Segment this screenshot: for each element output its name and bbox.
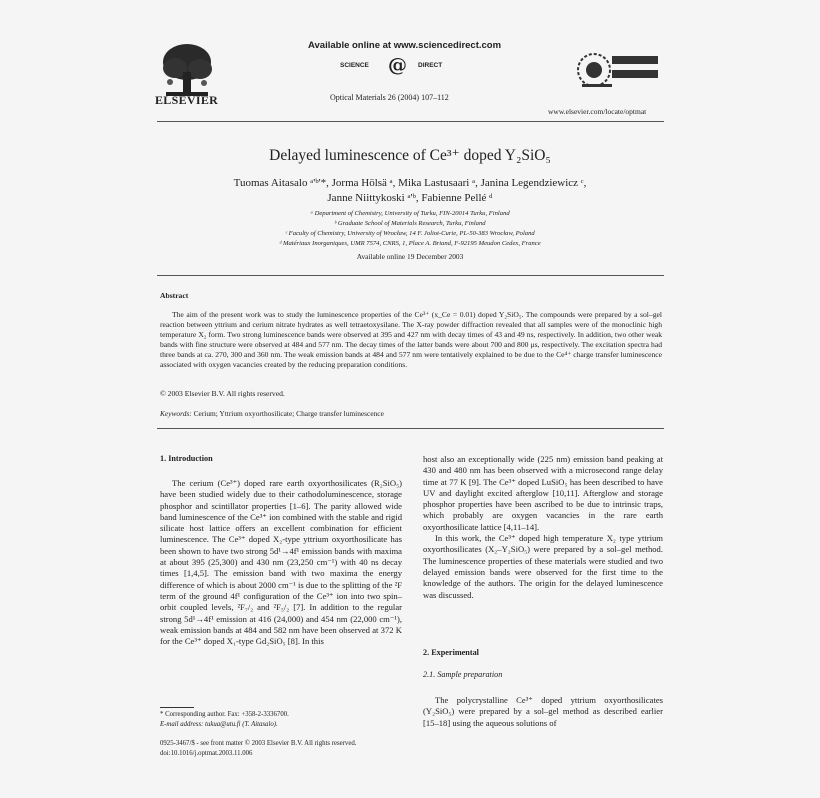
- keywords: [160, 409, 384, 418]
- section-introduction-heading: 1. Introduction: [160, 454, 213, 463]
- optical-materials-logo-icon: [572, 44, 662, 96]
- corresponding-author-note: * Corresponding author. Fax: +358-2-3336700.: [160, 711, 289, 718]
- abstract-text: The aim of the present work was to study the luminescence properties of the Ce³⁺ (x_Ce = 0.01) doped Y₂SiO₅. The compounds were prepared by a sol–gel reaction between yttrium and cerium nitrate hydrates as well tetraetoxysilane. The X-ray powder diffraction revealed that all samples were of the monoclinic high temperature X₂ form. Two strong luminescence bands were observed at 395 and 427 nm with decay times of 43 and 49 ns, respectively. In addition, two other weak bands with fine structure were observed at 484 and 577 nm. The decay times of the latter bands were about 700 and 800 μs, respectively. The excitation spectra had three bands at ca. 270, 300 and 360 nm. The weak emission bands at 484 and 577 nm were tentatively explained to be due to the Ce⁴⁺ charge transfer luminescence associated with oxygen vacancies created by the reducing preparation conditions.: [160, 310, 662, 370]
- available-online-text: Available online at www.sciencedirect.com: [308, 40, 502, 51]
- experimental-paragraph-1: The polycrystalline Ce³⁺ doped yttrium oxyorthosilicates (Y₂SiO₅) were prepared by a sol–gel method as described earlier [15–18] using the aqueous solutions of: [423, 695, 663, 728]
- intro-paragraph-1: The cerium (Ce³⁺) doped rare earth oxyorthosilicates (R₂SiO₅) have been studied widely due to their cathodoluminescence, storage phosphor and scintillator properties [1–6]. The parity allowed wide band luminescence of the Ce³⁺ ion combined with the stable and rigid silicate host lattice offers an excellent combination for efficient luminescence. The Ce³⁺ doped X₂-type yttrium oxyorthosilicate has been shown to have two strong 5d¹→4f¹ emission bands with maxima at about 395 (25,300) and 430 nm (23,250 cm⁻¹) with 40 ns decay times [1,4,5]. The emission band with two maxima the energy difference of which is about 2000 cm⁻¹ is due to the splitting of the ²F term of the ground 4f¹ configuration of the Ce³⁺ ion into two spin–orbit coupled levels, ²F₇/₂ and ²F₅/₂ [7]. In addition to the regular strong 5d¹→4f¹ emission at 416 (24,000) and 454 nm (22,000 cm⁻¹), weak emission bands at 484 and 582 nm have been observed at 372 K for the Ce³⁺ doped X₁-type Gd₂SiO₅ [8]. In this: [160, 478, 402, 647]
- right-column: [423, 454, 663, 601]
- journal-url[interactable]: www.elsevier.com/locate/optmat: [548, 107, 647, 116]
- sciencedirect-left: SCIENCE: [340, 62, 369, 69]
- intro-paragraph-2: host also an exceptionally wide (225 nm) emission band peaking at 430 and 480 nm has been observed with a microsecond range delay time at 77 K [9]. The Ce³⁺ doped LuSiO₅ has been described to have UV and daylight excited afterglow [10,11]. Afterglow and storage phosphor properties have been ascribed to be due to intrinsic traps, which probably are oxygen vacancies in the rare earth oxyorthosilicate lattice [4,11–14].: [423, 454, 663, 532]
- keywords-list: Cerium; Yttrium oxyorthosilicate; Charge transfer luminescence: [193, 409, 384, 418]
- abstract-heading: Abstract: [160, 291, 189, 300]
- sciencedirect-at-icon: @: [388, 54, 407, 76]
- authors-line-1: Tuomas Aitasalo ᵃ'ᵇ'*, Jorma Hölsä ᵃ, Mika Lastusaari ᵃ, Janina Legendziewicz ᶜ,: [233, 177, 587, 189]
- section-experimental-heading: 2. Experimental: [423, 648, 479, 657]
- keywords-label: Keywords:: [160, 409, 192, 418]
- sciencedirect-right: DIRECT: [418, 62, 443, 69]
- experimental-text: [423, 695, 663, 729]
- abstract-body: [160, 310, 662, 371]
- header-rule: [157, 121, 664, 122]
- affiliation-d: ᵈ Matériaux Inorganiques, UMR 7574, CNRS, 1, Place A. Briand, F-92195 Meudon Cedex, France: [279, 240, 541, 247]
- available-date: Available online 19 December 2003: [356, 252, 464, 261]
- authors-line-2: Janne Niittykoski ᵃ'ᵇ, Fabienne Pellé ᵈ: [327, 192, 493, 204]
- abstract-bottom-rule: [157, 428, 664, 429]
- subsection-sample-preparation-heading: 2.1. Sample preparation: [423, 670, 503, 679]
- sciencedirect-logo: [340, 55, 470, 77]
- intro-paragraph-3: In this work, the Ce³⁺ doped high temperature X₂ type yttrium oxyorthosilicates (X₂–Y₂SiO₅) were prepared by a sol–gel method. The luminescence properties of these materials were studied and two delayed emission bands were observed for the first time to the knowledge of the authors. The origin for the delayed luminescence was discussed.: [423, 533, 663, 600]
- doi-line: doi:10.1016/j.optmat.2003.11.006: [160, 750, 253, 757]
- email-note: E-mail address: tukua@utu.fi (T. Aitasalo).: [160, 721, 278, 728]
- affiliation-a: ᵃ Department of Chemistry, University of Turku, FIN-20014 Turku, Finland: [310, 210, 510, 217]
- abstract-copyright: © 2003 Elsevier B.V. All rights reserved.: [160, 389, 285, 398]
- publisher-name: ELSEVIER: [155, 93, 219, 107]
- affiliation-c: ᶜ Faculty of Chemistry, University of Wrocław, 14 F. Joliot-Curie, PL-50-383 Wrocław, Poland: [285, 230, 535, 237]
- abstract-top-rule: [157, 275, 664, 276]
- footnote-rule: [160, 707, 194, 708]
- article-title: Delayed luminescence of Ce³⁺ doped Y₂SiO₅: [269, 147, 551, 164]
- left-column: [160, 478, 402, 647]
- affiliation-b: ᵇ Graduate School of Materials Research, Turku, Finland: [334, 220, 486, 227]
- issn-line: 0925-3467/$ - see front matter © 2003 Elsevier B.V. All rights reserved.: [160, 740, 357, 747]
- journal-citation: Optical Materials 26 (2004) 107–112: [330, 93, 449, 102]
